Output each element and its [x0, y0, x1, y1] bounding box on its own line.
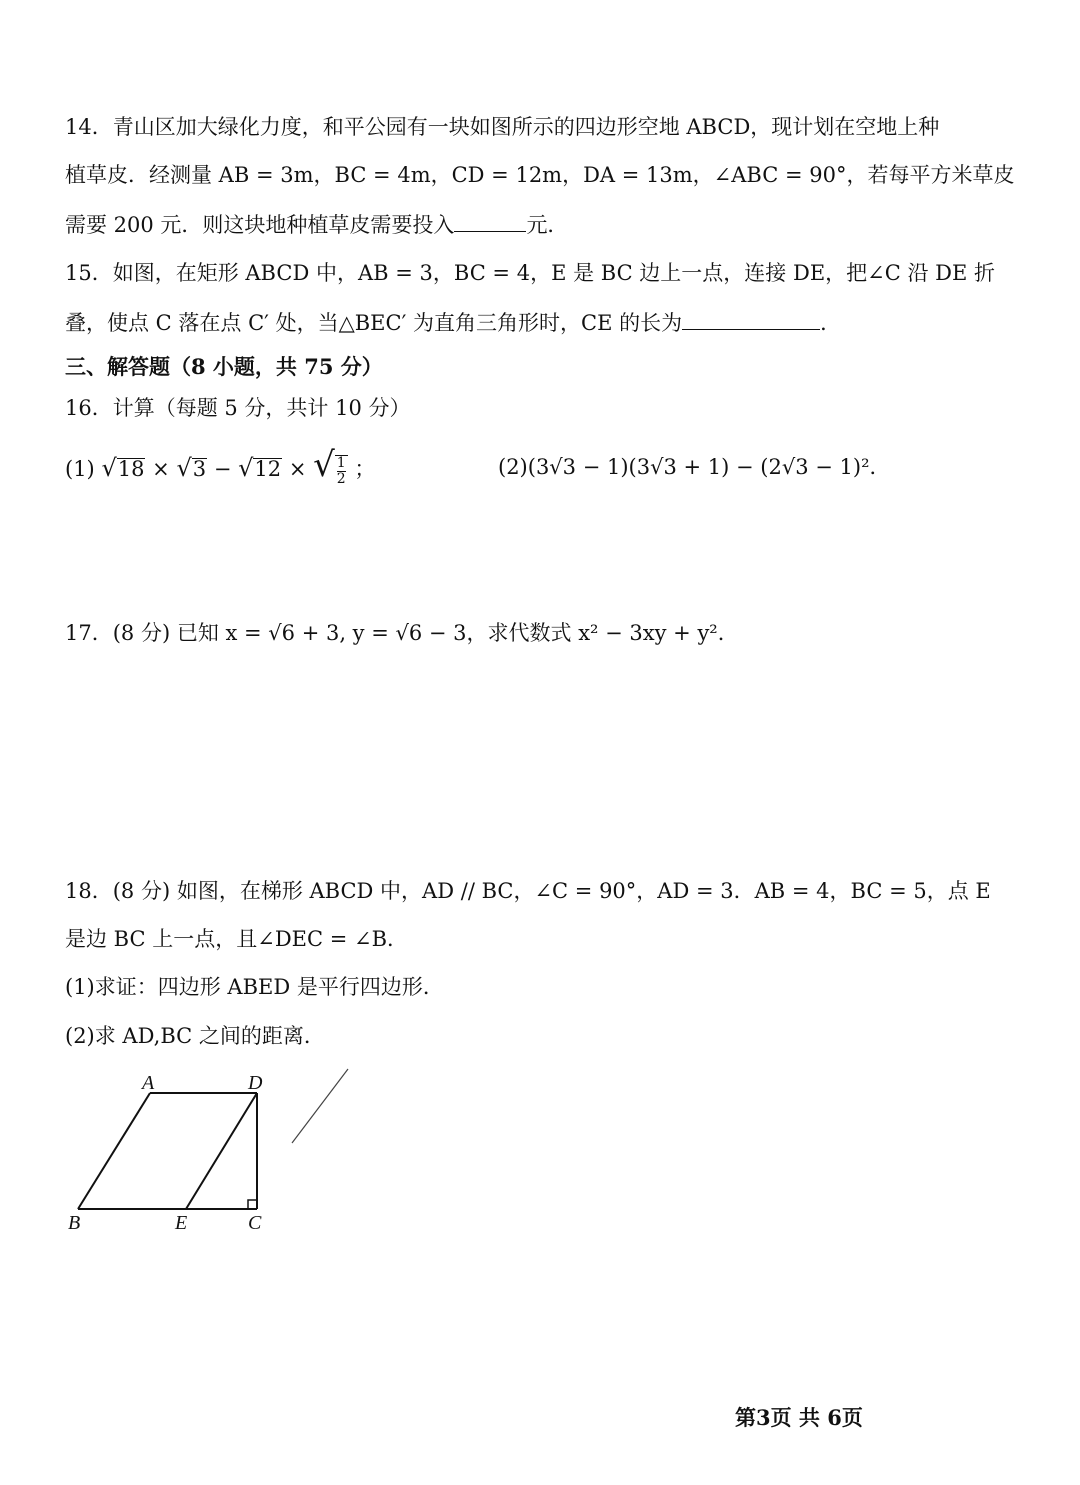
q14-line-3-text: 需要 200 元．则这块地种植草皮需要投入 — [65, 213, 455, 237]
q15-line-1: 15．如图，在矩形 ABCD 中，AB = 3，BC = 4，E 是 BC 边上一点，连接 DE，把∠C 沿 DE 折 — [65, 261, 996, 285]
q18-part-2: (2)求 AD,BC 之间的距离． — [65, 1024, 325, 1048]
q16-radicand-b: 3 — [192, 457, 207, 481]
q16-radicand-c: 12 — [254, 457, 282, 481]
label-c: C — [248, 1212, 262, 1234]
right-angle-mark — [248, 1200, 257, 1209]
q15-line-2-end: ． — [820, 311, 842, 335]
label-b: B — [68, 1212, 81, 1234]
page-footer: 第3页 共 6页 — [735, 1405, 863, 1430]
q16-fraction — [335, 455, 348, 487]
q16-radicand-a: 18 — [117, 457, 145, 481]
q14-line-2: 植草皮．经测量 AB = 3m，BC = 4m，CD = 12m，DA = 13m，∠ABC = 90°，若每平方米草皮 — [65, 163, 1015, 187]
q15-line-2-text: 叠，使点 C 落在点 C′ 处，当△BEC′ 为直角三角形时，CE 的长为 — [65, 311, 683, 335]
q16-times-1: × — [152, 457, 170, 481]
trapezoid-figure — [60, 1065, 370, 1245]
q16-minus: − — [213, 457, 232, 481]
q16-fraction-denominator: 2 — [336, 470, 346, 487]
q14-line-1: 14．青山区加大绿化力度，和平公园有一块如图所示的四边形空地 ABCD，现计划在空地上种 — [65, 115, 940, 139]
q16-part-1: (1) √18 × √3 − √12 × √ $\frac{1}{2}$ ； — [65, 445, 376, 487]
label-a: A — [142, 1072, 155, 1094]
q14-answer-blank — [454, 213, 526, 232]
label-e: E — [175, 1212, 188, 1234]
stray-mark — [292, 1069, 348, 1143]
q16-part-1-label: (1) — [65, 457, 95, 481]
q17-text: 17．(8 分) 已知 x = √6 + 3, y = √6 − 3，求代数式 x² − 3xy + y²． — [65, 621, 739, 645]
q16-title: 16．计算（每题 5 分，共计 10 分） — [65, 396, 411, 420]
q18-part-1: (1)求证：四边形 ABED 是平行四边形． — [65, 975, 444, 999]
segment-ab — [78, 1093, 150, 1209]
q18-line-1: 18．(8 分) 如图，在梯形 ABCD 中，AD // BC，∠C = 90°，AD = 3．AB = 4，BC = 5，点 E — [65, 879, 991, 903]
q18-line-2: 是边 BC 上一点，且∠DEC = ∠B． — [65, 927, 409, 951]
label-d: D — [248, 1072, 263, 1094]
section-3-title: 三、解答题（8 小题，共 75 分） — [65, 354, 383, 379]
q16-fraction-numerator: 1 — [336, 454, 346, 471]
segment-de — [186, 1093, 257, 1209]
q14-line-3-unit: 元． — [526, 213, 569, 237]
q16-part-1-end: ； — [354, 457, 376, 481]
q15-line-2 — [65, 308, 841, 338]
q14-line-3 — [65, 210, 568, 240]
q16-times-2: × — [288, 457, 307, 481]
q16-part-2: (2)(3√3 − 1)(3√3 + 1) − (2√3 − 1)²． — [498, 455, 891, 479]
q15-answer-blank — [682, 311, 820, 330]
